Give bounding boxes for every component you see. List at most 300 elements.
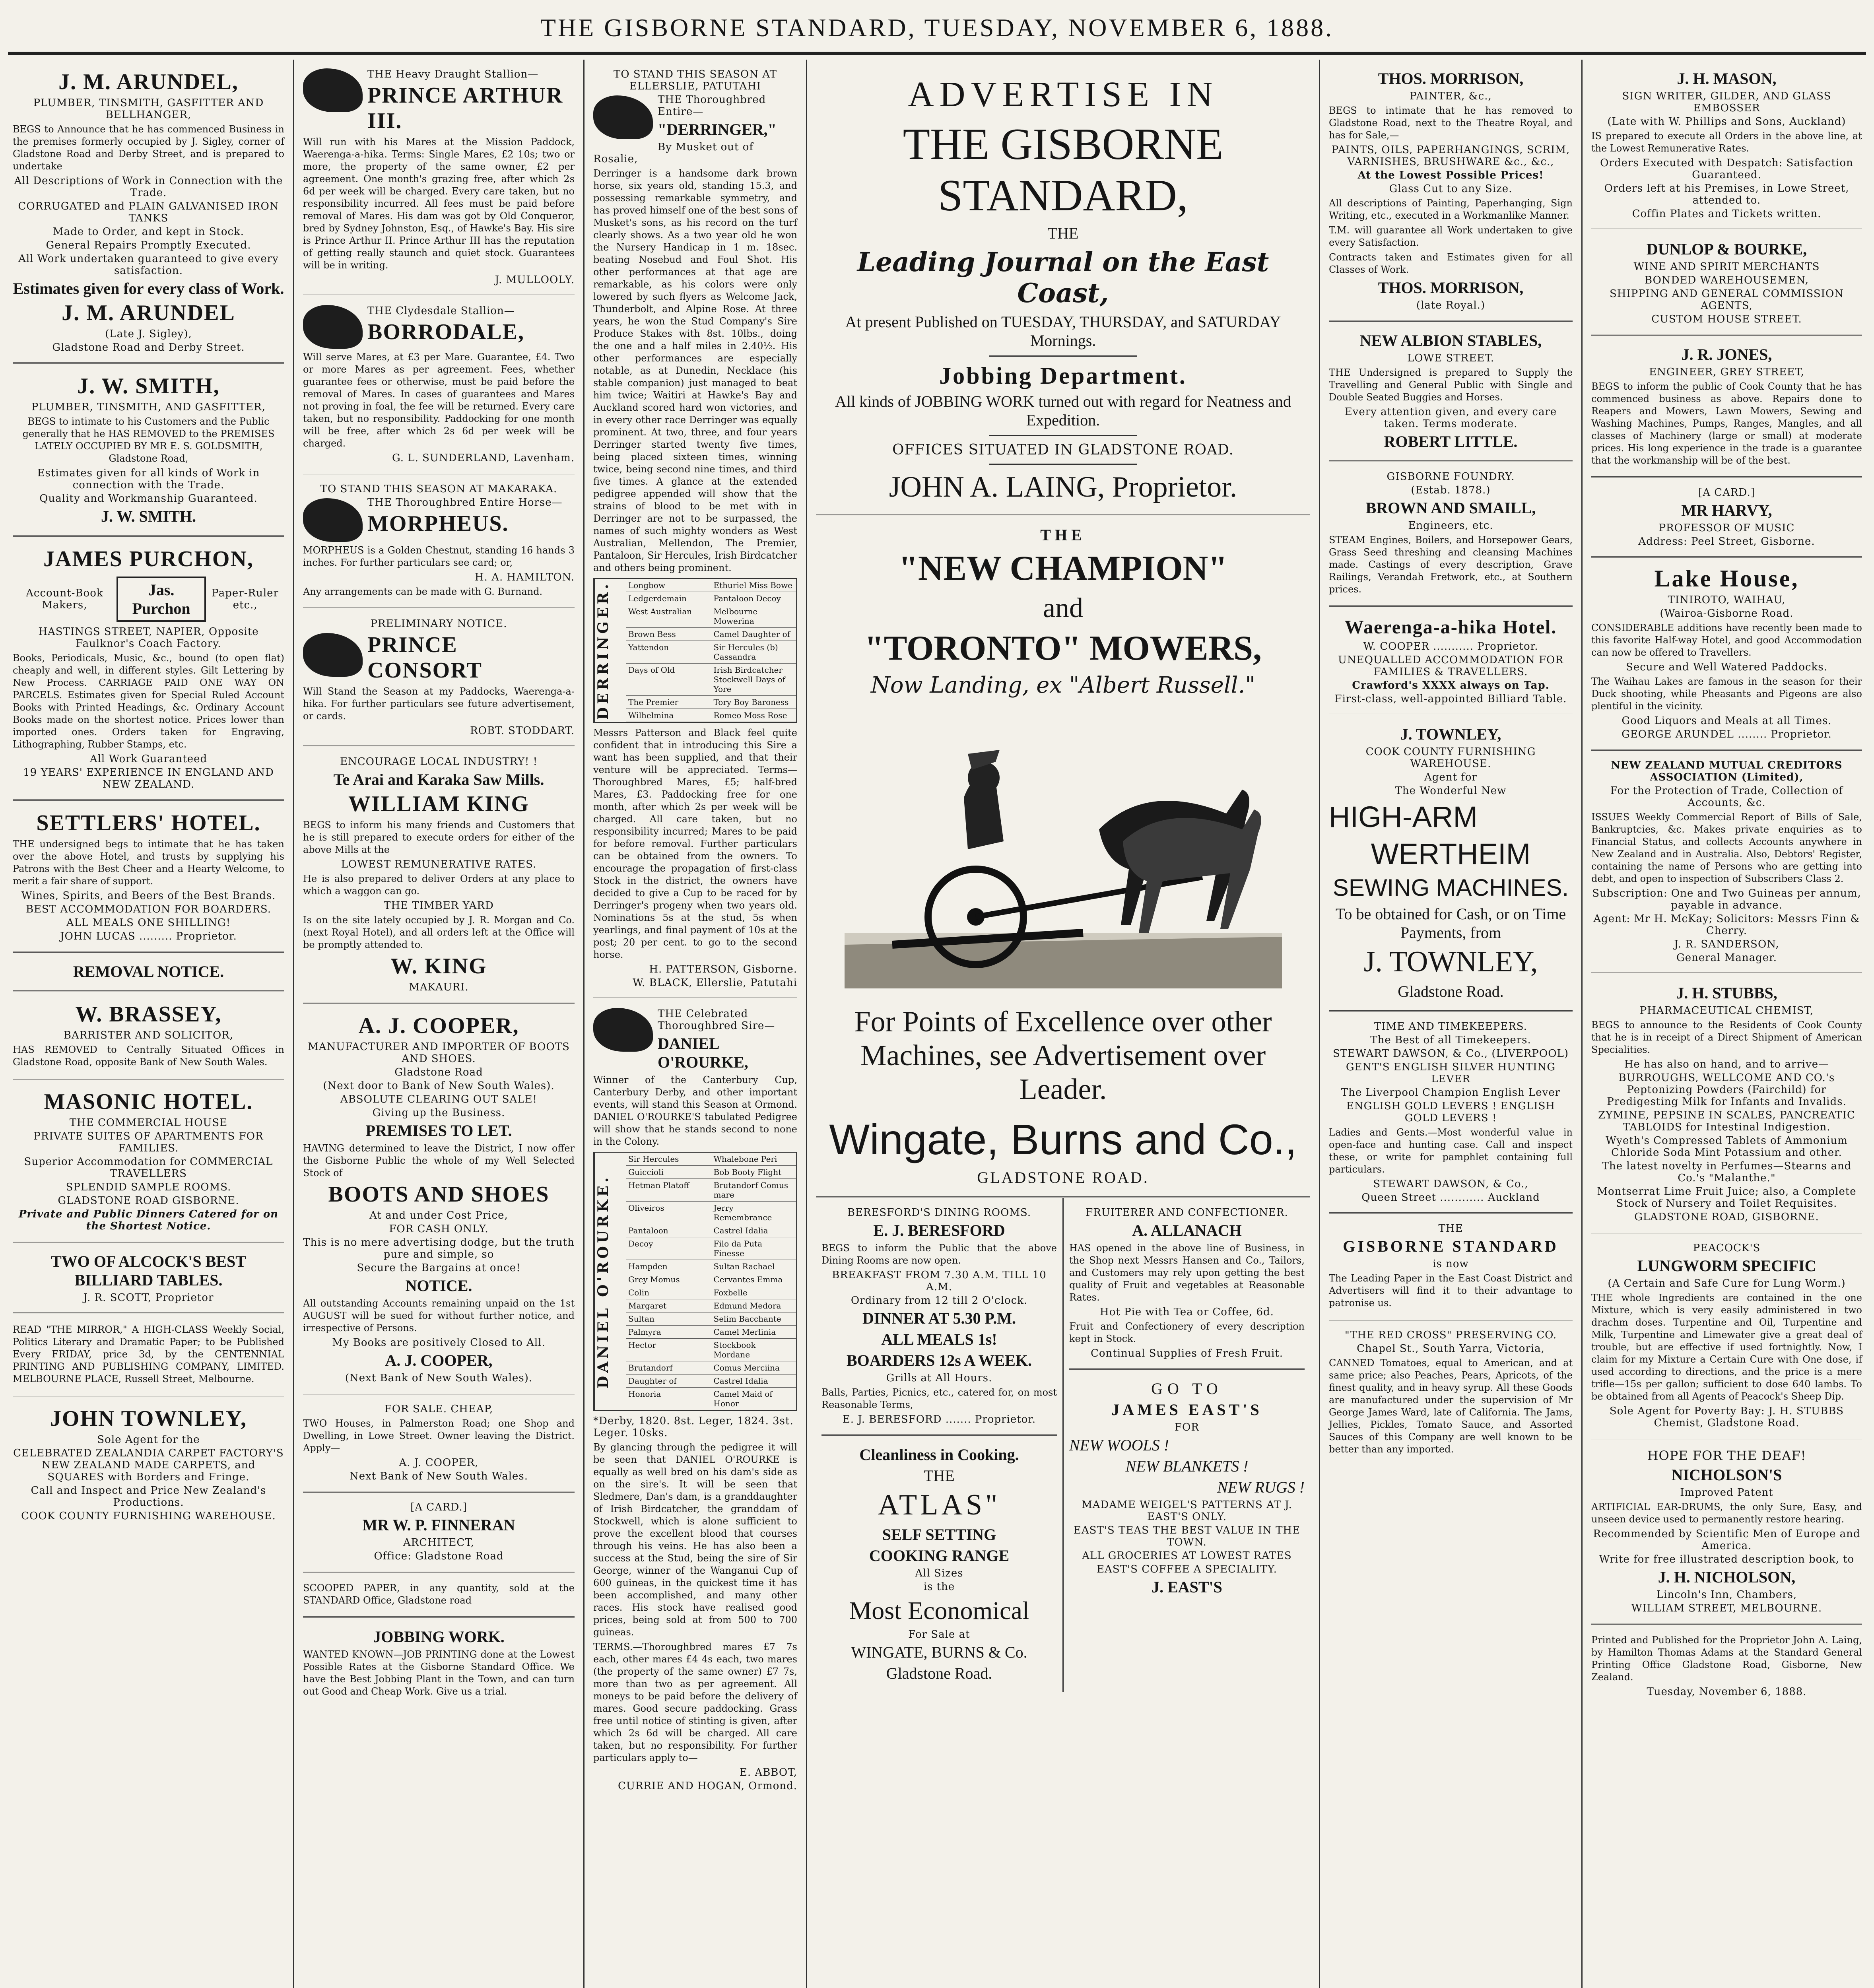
- oroke-signature: E. ABBOT,: [739, 1767, 797, 1778]
- morrison-signature2: (late Royal.): [1416, 299, 1486, 311]
- mowers-the: THE: [1040, 526, 1086, 544]
- smith-ad: [13, 364, 284, 537]
- allanach-line2: Fruit and Confectionery of every description kept in Stock.: [1069, 1321, 1305, 1344]
- atlas-gladstone: Gladstone Road.: [886, 1664, 992, 1682]
- oroke-pedigree-sire: Hetman Platoff: [626, 1179, 711, 1202]
- townley-carpet-body: CELEBRATED ZEALANDIA CARPET FACTORY'S NEW ZEALAND MADE CARPETS, and SQUARES with Borders and Fringe.: [13, 1447, 284, 1483]
- consort-head: PRELIMINARY NOTICE.: [370, 618, 507, 630]
- purchon-line1: All Work Guaranteed: [89, 753, 208, 765]
- lake-house-name: Lake House,: [1654, 565, 1799, 592]
- smith-line2: Quality and Workmanship Guaranteed.: [39, 493, 258, 505]
- morpheus-line: Any arrangements can be made with G. Burnand.: [303, 586, 543, 597]
- cooper-line7: Secure the Bargains at once!: [357, 1262, 521, 1274]
- cooper-address2: (Next door to Bank of New South Wales).: [323, 1080, 555, 1092]
- purchon-left: Account-Book Makers,: [26, 587, 103, 611]
- morrison-trade: PAINTER, &c.,: [1410, 90, 1492, 102]
- nicholson-address: Lincoln's Inn, Chambers,: [1656, 1589, 1797, 1601]
- mowers-ad: [816, 516, 1310, 1198]
- derringer-pedigree-sire: Ledgerdemain: [626, 592, 711, 605]
- allanach-ad: [1069, 1198, 1305, 1370]
- king-body2: Is on the site lately occupied by J. R. Morgan and Co. (next Royal Hotel), and all orders left at the Office will be promptly attended to.: [303, 914, 575, 950]
- oroke-pedigree-ancestors: Castrel Idalia: [711, 1375, 797, 1388]
- oroke-pedigree-sire: Sultan: [626, 1312, 711, 1326]
- jones-ad: [1591, 336, 1862, 478]
- arthur-ad: [303, 60, 575, 296]
- settlers-line3: ALL MEALS ONE SHILLING!: [66, 917, 231, 929]
- waerenga-hotel-line3: First-class, well-appointed Billiard Table.: [1334, 693, 1567, 705]
- purchon-address: HASTINGS STREET, NAPIER, Opposite Faulknor's Coach Factory.: [38, 626, 259, 650]
- albion-address: LOWE STREET.: [1407, 352, 1495, 364]
- advertise-title: ADVERTISE IN: [908, 75, 1218, 114]
- derringer-pedigree-sire: Yattendon: [626, 641, 711, 664]
- smith-name: J. W. SMITH,: [77, 374, 220, 398]
- imprint: [1591, 1625, 1862, 1706]
- masonic-line3: SPLENDID SAMPLE ROOMS.: [66, 1181, 231, 1193]
- sale-body: TWO Houses, in Palmerston Road; one Shop and Dwelling, in Lowe Street. Owner leaving the District. Apply—: [303, 1418, 575, 1454]
- masonic-name: MASONIC HOTEL.: [44, 1089, 253, 1114]
- purchon-line2: 19 YEARS' EXPERIENCE IN ENGLAND AND NEW ZEALAND.: [23, 767, 274, 790]
- cooper-line4: At and under Cost Price,: [369, 1209, 508, 1221]
- cooper-line2: Giving up the Business.: [372, 1107, 505, 1119]
- arundel-signature-note: (Late J. Sigley),: [105, 328, 192, 340]
- oroke-body: Winner of the Canterbury Cup, Canterbury Derby, and other important events, will stand this Season at Ormond. DANIEL O'ROURKE'S tabulated Pedigree will show that he stands second to none in the Colony.: [593, 1074, 797, 1147]
- alcock-ad: [13, 1242, 284, 1314]
- col4-right-sub: [1064, 1198, 1310, 1692]
- cooper-signature2: (Next Bank of New South Wales).: [345, 1372, 533, 1384]
- arundel-line3: Made to Order, and kept in Stock.: [52, 226, 245, 238]
- dawson-line5: ENGLISH GOLD LEVERS ! ENGLISH GOLD LEVERS !: [1346, 1100, 1556, 1124]
- atlas-self-setting: SELF SETTING: [882, 1526, 996, 1543]
- oroke-pedigree-ancestors: Cervantes Emma: [711, 1273, 797, 1286]
- harvy-ad: [1591, 478, 1862, 558]
- settlers-name: SETTLERS' HOTEL.: [36, 811, 261, 835]
- mason-line1: Orders Executed with Despatch: Satisfaction Guaranteed.: [1600, 157, 1853, 181]
- excellence-note: For Points of Excellence over other Machines, see Advertisement over Leader.: [854, 1006, 1272, 1106]
- column-5: [1320, 60, 1583, 1988]
- oroke-pedigree-ancestors: Foxbelle: [711, 1286, 797, 1299]
- cooper-line1: ABSOLUTE CLEARING OUT SALE!: [340, 1093, 537, 1105]
- purchon-ad: [13, 537, 284, 801]
- oroke-signature2: CURRIE AND HOGAN, Ormond.: [618, 1780, 797, 1792]
- paper-body: SCOOPED PAPER, in any quantity, sold at the STANDARD Office, Gladstone road: [303, 1582, 575, 1606]
- morrison-line2: At the Lowest Possible Prices!: [1357, 169, 1544, 181]
- finneran-trade: ARCHITECT,: [403, 1537, 475, 1549]
- townley-sewing-terms: To be obtained for Cash, or on Time Payments, from: [1335, 905, 1566, 942]
- oroke-pedigree-sire: Decoy: [626, 1237, 711, 1260]
- jobbing-department: Jobbing Department.: [939, 363, 1187, 389]
- oroke-pedigree-ancestors: Bob Booty Flight: [711, 1166, 797, 1179]
- creditors-body: ISSUES Weekly Commercial Report of Bills of Sale, Bankruptcies, &c. Makes private enquiries as to Financial Status, and collects Accounts anywhere in New Zealand and in Australia. Also, Debtors' Register, containing the name of Persons who are getting into debt, and open to inspection of Subscribers Class 2.: [1591, 812, 1862, 884]
- derringer-pedigree-sire: The Premier: [626, 696, 711, 709]
- creditors-sub: For the Protection of Trade, Collection of Accounts, &c.: [1610, 785, 1843, 809]
- settlers-body: THE undersigned begs to intimate that he has taken over the above Hotel, and trusts by supplying his Patrons with the Best Cheer and a Hearty Welcome, to merit a fair share of support.: [13, 839, 284, 887]
- masonic-ad: [13, 1079, 284, 1242]
- mason-body: IS prepared to execute all Orders in the above line, at the Lowest Remunerative Rates.: [1591, 130, 1862, 154]
- horse-drawn-mower-illustration-icon: [845, 710, 1282, 988]
- derringer-pedigree-sire: Days of Old: [626, 664, 711, 696]
- lake-house-address2: (Wairoa-Gisborne Road.: [1660, 608, 1794, 619]
- townley-carpet-sub: Sole Agent for the: [97, 1434, 200, 1446]
- borrodale-body: Will serve Mares, at £3 per Mare. Guarantee, £4. Two or more Mares as per agreement. Fees, whether guarantee fees or otherwise, must be paid before the removal of Mares. In cases of guarantees and Mares not proving in foal, the fee will be returned. Every care taken, but no responsibility. Paddocking for one month will be free, after which 2s 6d per week will be charged.: [303, 351, 575, 449]
- jones-name: J. R. JONES,: [1681, 346, 1772, 363]
- mason-late: (Late with W. Phillips and Sons, Auckland): [1607, 116, 1846, 128]
- morrison-name: THOS. MORRISON,: [1378, 70, 1524, 87]
- peacock-body: THE whole Ingredients are contained in the one Mixture, which is very easily administered in two drachm doses. Turpentine and Oil, Turpentine and Milk, Turpentine and Limewater give a great deal of trouble, but are effective if used fortnightly. Now, I claim for my Mixture a Certain Cure with One dose, if used according to directions, and the price is a mere trifle—15s per gallon; sufficient to dose 640 lambs. To be obtained from all Agents of Peacock's Sheep Dip.: [1591, 1292, 1862, 1402]
- dunlop-line1: WINE AND SPIRIT MERCHANTS: [1633, 261, 1820, 273]
- masonic-line1: PRIVATE SUITES OF APARTMENTS FOR FAMILIES.: [33, 1130, 264, 1154]
- lake-house-line2: Good Liquors and Meals at all Times.: [1622, 715, 1832, 727]
- arundel-address: Gladstone Road and Derby Street.: [52, 342, 245, 353]
- smith-signature: J. W. SMITH.: [101, 507, 196, 525]
- stubbs-ad: [1591, 974, 1862, 1233]
- waerenga-hotel-line1: UNEQUALLED ACCOMMODATION FOR FAMILIES & TRAVELLERS.: [1338, 654, 1563, 678]
- settlers-ad: [13, 801, 284, 953]
- allanach-name: A. ALLANACH: [1132, 1221, 1242, 1239]
- arundel-line6: Estimates given for every class of Work.: [13, 280, 284, 297]
- alcock-name: TWO OF ALCOCK'S BEST BILLIARD TABLES.: [51, 1252, 246, 1289]
- standard-promo-the: THE: [1438, 1223, 1463, 1235]
- lake-house-body2: The Waihau Lakes are famous in the season for their Duck shooting, while Pheasants and Pigeons are also plentiful in the vicinity.: [1591, 676, 1862, 712]
- dawson-line4: The Liverpool Champion English Lever: [1341, 1087, 1561, 1099]
- east-blankets: NEW BLANKETS !: [1125, 1457, 1249, 1475]
- cooper-notice: NOTICE.: [405, 1277, 472, 1295]
- east-weigel: MADAME WEIGEL'S PATTERNS AT J. EAST'S ONLY.: [1082, 1499, 1292, 1523]
- masonic-sub: THE COMMERCIAL HOUSE: [69, 1117, 228, 1129]
- wingate-address: GLADSTONE ROAD.: [977, 1169, 1149, 1186]
- townley-sewing-trade: COOK COUNTY FURNISHING WAREHOUSE.: [1365, 746, 1536, 770]
- jones-trade: ENGINEER, GREY STREET,: [1649, 366, 1804, 378]
- imprint-date: Tuesday, November 6, 1888.: [1647, 1686, 1807, 1698]
- dawson-line1: The Best of all Timekeepers.: [1370, 1034, 1531, 1046]
- allanach-line1: Hot Pie with Tea or Coffee, 6d.: [1100, 1306, 1274, 1318]
- masonic-line2: Superior Accommodation for COMMERCIAL TRAVELLERS: [24, 1156, 273, 1180]
- albion-ad: [1329, 322, 1573, 462]
- houses-sale-ad: [303, 1394, 575, 1493]
- oroke-pedigree-ancestors: Jerry Remembrance: [711, 1202, 797, 1224]
- peacock-line1: Sole Agent for Poverty Bay: J. H. STUBBS Chemist, Gladstone Road.: [1609, 1405, 1844, 1429]
- atlas-the: THE: [924, 1467, 955, 1485]
- brassey-ad: [13, 992, 284, 1079]
- derringer-pedigree-sire: West Australian: [626, 605, 711, 628]
- mason-line2: Orders left at his Premises, in Lowe Street, attended to.: [1604, 182, 1849, 206]
- townley-high-arm: HIGH-ARM: [1329, 800, 1478, 833]
- allanach-line3: Continual Supplies of Fresh Fruit.: [1090, 1347, 1284, 1359]
- townley-carpet-ad: [13, 1396, 284, 1531]
- nicholson-line2: Write for free illustrated description book, to: [1599, 1553, 1855, 1565]
- oroke-terms: TERMS.—Thoroughbred mares £7 7s each, other mares £4 4s each, two mares (the property of the same owner) £7 7s, more than two as per agreement. All moneys to be paid before the delivery of mares. Good secure paddocking. Grass free until notice of stinting is given, after which 2s 6d will be charged. All care taken, but no responsibility. For further particulars apply to—: [593, 1641, 797, 1763]
- townley-sewing-ad: [1329, 715, 1573, 1012]
- jobbing-work-body: WANTED KNOWN—JOB PRINTING done at the Lowest Possible Rates at the Gisborne Standard Office. We have the Best Jobbing Plant in the Town, and can turn out Good and Cheap Work. Give us a trial.: [303, 1649, 575, 1697]
- dawson-head: TIME AND TIMEKEEPERS.: [1374, 1021, 1527, 1033]
- nicholson-address2: WILLIAM STREET, MELBOURNE.: [1631, 1602, 1822, 1614]
- finneran-card: [A CARD.]: [410, 1501, 467, 1513]
- creditors-name: NEW ZEALAND MUTUAL CREDITORS ASSOCIATION (Limited),: [1611, 759, 1843, 783]
- stubbs-body: BEGS to announce to the Residents of Cook County that he is in receipt of a Direct Shipment of American Specialities.: [1591, 1019, 1862, 1055]
- redcross-address: Chapel St., South Yarra, Victoria,: [1357, 1343, 1545, 1355]
- column-2: [294, 60, 585, 1988]
- derringer-name: "DERRINGER,": [658, 120, 777, 138]
- king-place: MAKAURI.: [409, 981, 469, 993]
- derringer-pedigree-sire: Longbow: [626, 579, 711, 592]
- finneran-address: Office: Gladstone Road: [374, 1550, 504, 1562]
- stubbs-line1: He has also on hand, and to arrive—: [1624, 1058, 1829, 1070]
- townley-sewing-machines: SEWING MACHINES.: [1332, 874, 1569, 901]
- dawson-line2: STEWART DAWSON, & Co., (LIVERPOOL): [1333, 1048, 1569, 1060]
- removal-ad: [13, 953, 284, 992]
- stubbs-line2: BURROUGHS, WELLCOME AND CO.'s Peptonizing Powders (Fairchild) for Predigesting Milk for Infants and Invalids.: [1607, 1072, 1847, 1108]
- beresford-body: BEGS to inform the Public that the above Dining Rooms are now open.: [821, 1242, 1057, 1266]
- east-rugs: NEW RUGS !: [1217, 1478, 1305, 1496]
- stubbs-line5: The latest novelty in Perfumes—Stearns and Co.'s "Malanthe.": [1602, 1160, 1852, 1184]
- industry-heading: ENCOURAGE LOCAL INDUSTRY! !: [340, 756, 538, 768]
- nicholson-name: NICHOLSON'S: [1671, 1466, 1782, 1484]
- oroke-footnote: *Derby, 1820. 8st. Leger, 1824. 3st. Leger. 10sks.: [593, 1415, 794, 1439]
- morrison-line1: PAINTS, OILS, PAPERHANGINGS, SCRIM, VARNISHES, BRUSHWARE &c., &c.,: [1331, 144, 1570, 168]
- peacock-head: PEACOCK'S: [1693, 1242, 1761, 1254]
- stubbs-trade: PHARMACEUTICAL CHEMIST,: [1639, 1005, 1814, 1017]
- waerenga-hotel-name: Waerenga-a-hika Hotel.: [1344, 617, 1557, 638]
- purchon-logo-row: [13, 574, 284, 624]
- divider: [989, 355, 1137, 357]
- sale-signature2: Next Bank of New South Wales.: [349, 1470, 528, 1482]
- townley-sewing-address: Gladstone Road.: [1398, 982, 1504, 1000]
- mills-heading: Te Arai and Karaka Saw Mills.: [333, 771, 544, 788]
- albion-line1: Every attention given, and every care taken. Terms moderate.: [1344, 406, 1557, 430]
- king-name: WILLIAM KING: [348, 792, 529, 816]
- cooper-line6: This is no mere advertising dodge, but the truth pure and simple, so: [303, 1237, 575, 1260]
- morrison-line4: All descriptions of Painting, Paperhanging, Sign Writing, etc., executed in a Workmanlike Manner.: [1329, 198, 1573, 221]
- redcross-ad: [1329, 1320, 1573, 1465]
- oroke-pedigree-ancestors: Brutandorf Comus mare: [711, 1179, 797, 1202]
- cooper-line5: FOR CASH ONLY.: [389, 1223, 489, 1235]
- masonic-line4: GLADSTONE ROAD GISBORNE.: [58, 1195, 239, 1207]
- derringer-pedigree-ancestors: Melbourne Mowerina: [711, 605, 797, 628]
- cooper-address: Gladstone Road: [394, 1066, 483, 1078]
- arthur-signature: J. MULLOOLY.: [495, 274, 575, 286]
- oroke-body2: By glancing through the pedigree it will be seen that DANIEL O'ROURKE is equally as well bred on his dam's side as on the sire's. It will be seen that Sledmere, Dan's dam, is a granddaughter of Irish Birdcatcher, the granddam of Stockwell, which is alone sufficient to prove the excellent blood that courses through his veins. He has also been a success at the Stud, being the sire of Sir George, winner of the Wanganui Cup of 600 guineas, in the quickest time it has been accomplished, and many other races. His stock have realised good prices, being sold at from 500 to 700 guineas.: [593, 1442, 797, 1638]
- east-teas: EAST'S TEAS THE BEST VALUE IN THE TOWN.: [1073, 1524, 1301, 1548]
- finneran-ad: [303, 1493, 575, 1573]
- beresford-line3: DINNER AT 5.30 P.M.: [862, 1309, 1016, 1327]
- borrodale-name: BORRODALE,: [367, 320, 524, 344]
- creditors-signature2: General Manager.: [1676, 952, 1777, 964]
- mason-ad: [1591, 60, 1862, 230]
- foundry-ad: [1329, 462, 1573, 607]
- mason-trade: SIGN WRITER, GILDER, AND GLASS EMBOSSER: [1622, 90, 1831, 114]
- arundel-line4: General Repairs Promptly Executed.: [46, 239, 251, 251]
- morpheus-signature: H. A. HAMILTON.: [474, 571, 575, 583]
- jones-body: BEGS to inform the public of Cook County that he has commenced business as above. Repairs done to Reapers and Mowers, Lawn Mowers, Sewing and Washing Machines, Pumps, Ranges, Mangles, and all classes of Machinery (large or small) at moderate prices. His long experience in the trade is a guarantee that the workmanship will be of the best.: [1591, 381, 1862, 466]
- east-wools: NEW WOOLS !: [1069, 1436, 1169, 1454]
- purchon-right: Paper-Ruler etc.,: [212, 587, 279, 611]
- cooper-name: A. J. COOPER,: [358, 1013, 519, 1038]
- nicholson-sub: Improved Patent: [1680, 1487, 1773, 1499]
- beresford-line1: BREAKFAST FROM 7.30 A.M. TILL 10 A.M.: [832, 1269, 1047, 1293]
- dunlop-line3: SHIPPING AND GENERAL COMMISSION AGENTS,: [1609, 288, 1844, 312]
- mowers-and: and: [1043, 593, 1084, 623]
- derringer-pedigree-sire: Wilhelmina: [626, 709, 711, 722]
- mirror-ad: [13, 1314, 284, 1396]
- imprint-text: Printed and Published for the Proprietor John A. Laing, by Hamilton Thomas Adams at the Standard General Printing Office Gladstone Road, Gisborne, New Zealand.: [1591, 1635, 1862, 1683]
- deaf-ad: [1591, 1439, 1862, 1625]
- morrison-ad: [1329, 60, 1573, 322]
- arundel-trades: PLUMBER, TINSMITH, GASFITTER AND BELLHANGER,: [33, 97, 264, 121]
- cooper-line3: PREMISES TO LET.: [365, 1122, 512, 1140]
- derringer-pedigree-ancestors: Romeo Moss Rose: [711, 709, 797, 722]
- oroke-pedigree-sire: Honoria: [626, 1388, 711, 1410]
- creditors-signature: J. R. SANDERSON,: [1674, 938, 1779, 950]
- leading-journal: Leading Journal on the East Coast,: [857, 247, 1269, 309]
- sale-signature: A. J. COOPER,: [399, 1457, 479, 1469]
- laing-proprietor: JOHN A. LAING, Proprietor.: [889, 471, 1237, 503]
- derringer-pedigree-sire: Brown Bess: [626, 628, 711, 641]
- lake-house-line1: Secure and Well Watered Paddocks.: [1626, 661, 1827, 673]
- foundry-body: STEAM Engines, Boilers, and Horsepower Gears, Grass Seed threshing and cleansing Machines made. Castings of every description, Grave Railings, Verandah Fretwork, etc., at Southern prices.: [1329, 534, 1573, 595]
- wingate-name: Wingate, Burns and Co.,: [829, 1115, 1297, 1163]
- derringer-pedigree-ancestors: Tory Boy Baroness: [711, 696, 797, 709]
- divider: [989, 435, 1137, 436]
- beresford-signature: E. J. BERESFORD ....... Proprietor.: [842, 1413, 1036, 1425]
- east-coffee: EAST'S COFFEE A SPECIALITY.: [1097, 1563, 1277, 1575]
- east-signature: J. EAST'S: [1152, 1578, 1222, 1596]
- waerenga-hotel-owner: W. COOPER ........... Proprietor.: [1363, 641, 1538, 652]
- morpheus-head: TO STAND THIS SEASON AT MAKARAKA.: [320, 483, 557, 495]
- oroke-pedigree-sire: Sir Hercules: [626, 1153, 711, 1166]
- atlas-range-ad: [821, 1436, 1057, 1692]
- purchon-name: JAMES PURCHON,: [43, 547, 254, 571]
- borrodale-ad: [303, 296, 575, 474]
- derringer-signature: H. PATTERSON, Gisborne.: [649, 963, 797, 975]
- champion-name: "NEW CHAMPION": [899, 549, 1227, 588]
- oroke-pedigree-label: DANIEL O'ROURKE.: [594, 1153, 626, 1410]
- finneran-name: MR W. P. FINNERAN: [362, 1516, 515, 1534]
- creditors-ad: [1591, 751, 1862, 974]
- dawson-body: Ladies and Gents.—Most wonderful value in open-face and hunting case. Call and inspect these, or write for pamphlet containing full particulars.: [1329, 1127, 1573, 1175]
- column-4: [807, 60, 1320, 1988]
- sale-head: FOR SALE. CHEAP,: [384, 1403, 493, 1415]
- column-6: [1583, 60, 1871, 1988]
- dawson-ad: [1329, 1012, 1573, 1214]
- nicholson-body: ARTIFICIAL EAR-DRUMS, the only Sure, Easy, and unseen device used to permanently restore hearing.: [1591, 1501, 1862, 1525]
- foundry-trade: Engineers, etc.: [1408, 520, 1493, 532]
- dawson-line3: GENT'S ENGLISH SILVER HUNTING LEVER: [1346, 1061, 1556, 1085]
- toronto-name: "TORONTO" MOWERS,: [864, 629, 1262, 668]
- stubbs-line6: Montserrat Lime Fruit Juice; also, a Complete Stock of Nursery and Toilet Requisites.: [1597, 1186, 1857, 1209]
- offices-location: OFFICES SITUATED IN GLADSTONE ROAD.: [892, 442, 1234, 458]
- cooper-big: BOOTS AND SHOES: [328, 1182, 550, 1207]
- purchon-body: Books, Periodicals, Music, &c., bound (to open flat) cheaply and well, in different styles. Gilt Lettering by New Process. CARRIAGE PAID ONE WAY ON PARCELS. Estimates given for Special Ruled Account Books with Printed Headings, &c. Ordinary Account Books made on the shortest notice. Prices lower than imported ones. Orders taken for Engraving, Lithographing, Rubber Stamps, etc.: [13, 652, 284, 750]
- stubbs-line4: Wyeth's Compressed Tablets of Ammonium Chloride Soda Mint Potassium and other.: [1606, 1135, 1848, 1159]
- smith-line1: Estimates given for all kinds of Work in connection with the Trade.: [37, 467, 260, 491]
- stubbs-name: J. H. STUBBS,: [1676, 984, 1777, 1002]
- brassey-trade: BARRISTER AND SOLICITOR,: [63, 1029, 234, 1041]
- morrison-line5: T.M. will guarantee all Work undertaken to give every Satisfaction.: [1329, 225, 1573, 248]
- col4-left-sub: [816, 1198, 1064, 1692]
- albion-name: NEW ALBION STABLES,: [1359, 332, 1542, 349]
- king-line2: He is also prepared to deliver Orders at any place to which a waggon can go.: [303, 873, 575, 897]
- arundel-ad: [13, 60, 284, 364]
- alcock-signature: J. R. SCOTT, Proprietor: [83, 1292, 214, 1304]
- paper-title: THE GISBORNE STANDARD,: [903, 120, 1223, 220]
- derringer-pedigree-ancestors: Ethuriel Miss Bowe: [711, 579, 797, 592]
- beresford-line2: Ordinary from 12 till 2 O'clock.: [851, 1295, 1028, 1307]
- arthur-title: THE Heavy Draught Stallion—: [367, 68, 539, 80]
- brassey-body: HAS REMOVED to Centrally Situated Offices in Gladstone Road, opposite Bank of New South Wales.: [13, 1044, 284, 1068]
- harvy-name: MR HARVY,: [1681, 501, 1772, 519]
- oroke-pedigree-ancestors: Stockbook Mordane: [711, 1339, 797, 1361]
- townley-sewing-wonderful: The Wonderful New: [1395, 785, 1507, 797]
- allanach-body: HAS opened in the above line of Business, in the Shop next Messrs Hansen and Co., Tailors, and Customers may rely upon getting the best quality of Fruit and vegetables at Reasonable Rates.: [1069, 1242, 1305, 1303]
- column-3: [585, 60, 807, 1988]
- dunlop-line2: BONDED WAREHOUSEMEN,: [1645, 274, 1809, 286]
- east-for: FOR: [1175, 1421, 1199, 1433]
- albion-signature: ROBERT LITTLE.: [1384, 433, 1518, 450]
- paper-ad: [303, 1573, 575, 1618]
- east-name: JAMES EAST'S: [1111, 1401, 1262, 1419]
- morrison-line3: Glass Cut to any Size.: [1389, 183, 1513, 195]
- derringer-head: TO STAND THIS SEASON AT ELLERSLIE, PATUTAHI: [613, 68, 777, 92]
- east-goto: GO TO: [1151, 1380, 1223, 1398]
- albion-body: THE Undersigned is prepared to Supply the Travelling and General Public with Single and Double Seated Buggies and Horses.: [1329, 367, 1573, 403]
- king-line1: LOWEST REMUNERATIVE RATES.: [341, 858, 537, 870]
- oroke-pedigree-ancestors: Filo da Puta Finesse: [711, 1237, 797, 1260]
- landing-note: Now Landing, ex "Albert Russell.": [870, 672, 1256, 698]
- jobbing-department-body: All kinds of JOBBING WORK turned out with regard for Neatness and Expedition.: [835, 392, 1291, 429]
- derringer-pedigree-ancestors: Camel Daughter of: [711, 628, 797, 641]
- dunlop-name: DUNLOP & BOURKE,: [1646, 240, 1807, 258]
- oroke-pedigree-ancestors: Whalebone Peri: [711, 1153, 797, 1166]
- arthur-body: Will run with his Mares at the Mission Paddock, Waerenga-a-hika. Terms: Single Mares, £2 10s; two or more, the property of the same owner, £2 per agreement. One month's grazing free, after which 2s 6d per week will be charged. Every care taken, but no responsibility incurred. All fees must be paid before removal of Mares. His dam was got by Old Conqueror, bred by Sydney Johnston, Esq., of Hawke's Bay. His sire is Prince Arthur II. Prince Arthur III has the reputation of getting really staunch and quiet stock. Guarantees will be in writing.: [303, 136, 575, 271]
- allanach-head: FRUITERER AND CONFECTIONER.: [1086, 1207, 1288, 1219]
- townley-sewing-signature: J. TOWNLEY,: [1363, 945, 1538, 978]
- king-yard: THE TIMBER YARD: [384, 900, 494, 912]
- oroke-pedigree-sire: Guiccioli: [626, 1166, 711, 1179]
- standard-promo-is-now: is now: [1433, 1258, 1469, 1270]
- oroke-pedigree-sire: Grey Momus: [626, 1273, 711, 1286]
- derringer-by: By Musket out of Rosalie,: [593, 141, 754, 165]
- standard-promo-name: GISBORNE STANDARD: [1343, 1237, 1559, 1255]
- derringer-pedigree-ancestors: Irish Birdcatcher Stockwell Days of Yore: [711, 664, 797, 696]
- oroke-pedigree-sire: Margaret: [626, 1299, 711, 1312]
- settlers-line1: Wines, Spirits, and Beers of the Best Brands.: [21, 890, 276, 902]
- atlas-wingate: WINGATE, BURNS & Co.: [851, 1643, 1027, 1661]
- settlers-signature: JOHN LUCAS ......... Proprietor.: [60, 930, 237, 942]
- oroke-pedigree-ancestors: Camel Merlinia: [711, 1326, 797, 1339]
- lake-house-address: TINIROTO, WAIHAU,: [1668, 594, 1786, 606]
- jobbing-work-ad: [303, 1618, 575, 1707]
- oroke-pedigree-ancestors: Sultan Rachael: [711, 1260, 797, 1273]
- borrodale-title: THE Clydesdale Stallion—: [367, 305, 515, 317]
- cooper-line8: My Books are positively Closed to All.: [332, 1337, 546, 1349]
- advertise-ad: [816, 60, 1310, 516]
- townley-carpet-name: JOHN TOWNLEY,: [50, 1406, 247, 1431]
- oroke-pedigree-ancestors: Castrel Idalia: [711, 1224, 797, 1237]
- harvy-card: [A CARD.]: [1698, 487, 1755, 499]
- king-body: BEGS to inform his many friends and Customers that he is still prepared to execute orders for either of the above Mills at the: [303, 819, 575, 855]
- arthur-name: PRINCE ARTHUR III.: [367, 83, 563, 133]
- oroke-pedigree-table: [593, 1152, 797, 1411]
- derringer-pedigree-label: DERRINGER.: [594, 579, 626, 722]
- beresford-line4: ALL MEALS 1s!: [881, 1330, 997, 1348]
- mirror-body: READ "THE MIRROR," A HIGH-CLASS Weekly Social, Politics Literary and Dramatic Paper; to be Published Every FRIDAY, price 3d, by the CENTENNIAL PRINTING AND PUBLISHING COMPANY, LIMITED. MELBOURNE PLACE, Russell Street, Melbourne.: [13, 1324, 284, 1384]
- oroke-title: THE Celebrated Thoroughbred Sire—: [658, 1008, 775, 1032]
- derringer-body: Derringer is a handsome dark brown horse, six years old, standing 15.3, and possessing remarkable symmetry, and has proved himself one of the best sons of Musket's sons, as his record on the turf clearly shows. As a two year old he won the Nursery Handicap in 1 m. 18sec. beating Nosebud and Foul Shot. His other performances at that age are remarkable, as his colors were only lowered by such flyers as Welcome Jack, Thunderbolt, and Alpine Rose. At three years, he won the Stud Company's Sire Produce Stakes with 8st. 10lbs., doing the one and a half miles in 2.40½. His other performances are especially notable, as at Dunedin, Necklace (his stable companion) just managed to beat him twice; Waitiri at Hawke's Bay and Auckland scored hard won victories, and in every other race Derringer was equally prominent. At two, three, and four years Derringer started twenty five times, being placed sixteen times, winning twice, being second nine times, and third five times. A glance at the extended pedigree appended will show that the strains of blood to be met with in Derringer are not to be surpassed, the names of such mighty wonders as West Australian, Mellendon, The Premier, Pantaloon, Sir Hercules, Irish Birdcatcher and others being prominent.: [593, 168, 797, 573]
- atlas-is-the: is the: [923, 1581, 955, 1593]
- consort-ad: [303, 609, 575, 747]
- atlas-name: ATLAS": [878, 1489, 1001, 1521]
- cooper-ad: [303, 1004, 575, 1394]
- atlas-economical: Most Economical: [849, 1596, 1029, 1625]
